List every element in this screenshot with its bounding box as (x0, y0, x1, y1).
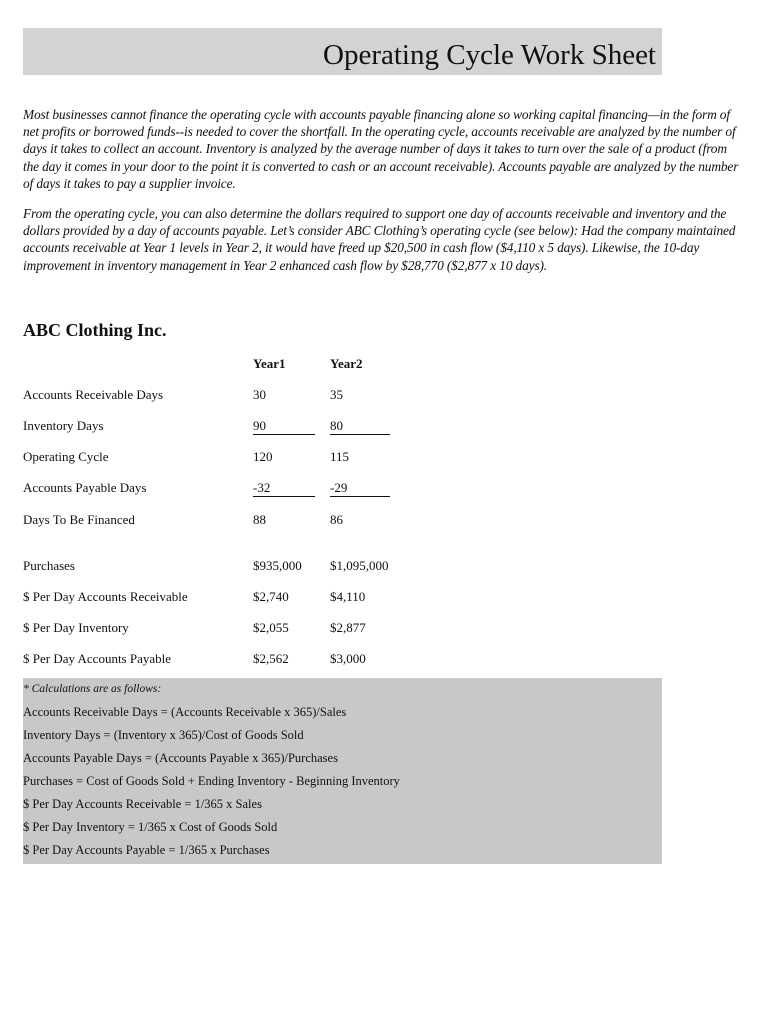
underline-ap-year2 (330, 496, 390, 497)
cell-days-financed-year1: 88 (253, 512, 266, 527)
title-bar (23, 28, 662, 75)
cell-per-day-inventory-year2: $2,877 (330, 620, 366, 635)
note-line: $ Per Day Accounts Payable = 1/365 x Purchases (23, 843, 270, 857)
notes-heading: * Calculations are as follows: (23, 683, 162, 695)
cell-purchases-year1: $935,000 (253, 558, 302, 573)
cell-days-financed-year2: 86 (330, 512, 343, 527)
intro-paragraph-1: Most businesses cannot finance the operating cycle with accounts payable financing alone so working capital financing—in the form of net profits or borrowed funds--is needed to cover the shortfall. In the operating cycle, accounts receivable are analyzed by the number of days it takes to collect an account. Inventory is analyzed by the average number of days it takes to turn over the sale of a product (from the day it comes in your door to the point it is converted to cash or an account receivable). Accounts payable are analyzed by the number of days it takes to pay a supplier invoice. (23, 107, 739, 191)
note-line: Accounts Payable Days = (Accounts Payable x 365)/Purchases (23, 751, 338, 765)
cell-operating-cycle-year2: 115 (330, 449, 350, 464)
cell-ar-days-year1: 30 (253, 387, 266, 402)
cell-per-day-ar-year2: $4,110 (330, 589, 366, 604)
intro-paragraph-2: From the operating cycle, you can also determine the dollars required to support one day of accounts receivable and inventory and the dollars provided by a day of accounts payable. Let’s consider ABC Clothing’s operating cycle (see below): Had the company maintained accounts receivable at Year 1 levels in Year 2, it would have freed up $20,500 in cash flow ($4,110 x 5 days). Likewise, the 10-day improvement in inventory management in Year 2 enhanced cash flow by $28,770 ($2,877 x 10 days). (23, 206, 736, 273)
row-label-per-day-ap: $ Per Day Accounts Payable (23, 651, 172, 666)
cell-operating-cycle-year1: 120 (253, 449, 273, 464)
row-label-per-day-ar: $ Per Day Accounts Receivable (23, 589, 188, 604)
note-line: Inventory Days = (Inventory x 365)/Cost of Goods Sold (23, 728, 304, 742)
cell-per-day-ap-year2: $3,000 (330, 651, 366, 666)
column-header-year1: Year1 (253, 356, 286, 371)
cell-ap-days-year2: -29 (330, 480, 348, 495)
row-label-operating-cycle: Operating Cycle (23, 449, 109, 464)
cell-ar-days-year2: 35 (330, 387, 343, 402)
cell-per-day-ap-year1: $2,562 (253, 651, 289, 666)
cell-ap-days-year1: -32 (253, 480, 271, 495)
underline-ap-year1 (253, 496, 315, 497)
note-line: Purchases = Cost of Goods Sold + Ending Inventory - Beginning Inventory (23, 774, 400, 788)
calculations-notes (23, 678, 662, 864)
cell-inventory-days-year1: 90 (253, 418, 266, 433)
row-label-inventory-days: Inventory Days (23, 418, 104, 433)
cell-inventory-days-year2: 80 (330, 418, 343, 433)
underline-inventory-year1 (253, 434, 315, 435)
company-name: ABC Clothing Inc. (23, 320, 167, 340)
note-line: $ Per Day Accounts Receivable = 1/365 x Sales (23, 797, 262, 811)
note-line: Accounts Receivable Days = (Accounts Receivable x 365)/Sales (23, 705, 347, 719)
cell-purchases-year2: $1,095,000 (330, 558, 389, 573)
column-header-year2: Year2 (330, 356, 363, 371)
row-label-ar-days: Accounts Receivable Days (23, 387, 164, 402)
row-label-ap-days: Accounts Payable Days (23, 480, 147, 495)
note-line: $ Per Day Inventory = 1/365 x Cost of Goods Sold (23, 820, 278, 834)
row-label-per-day-inventory: $ Per Day Inventory (23, 620, 129, 635)
page-title: Operating Cycle Work Sheet (323, 39, 656, 71)
cell-per-day-ar-year1: $2,740 (253, 589, 289, 604)
cell-per-day-inventory-year1: $2,055 (253, 620, 289, 635)
underline-inventory-year2 (330, 434, 390, 435)
row-label-days-to-be-financed: Days To Be Financed (23, 512, 135, 527)
row-label-purchases: Purchases (23, 558, 75, 573)
